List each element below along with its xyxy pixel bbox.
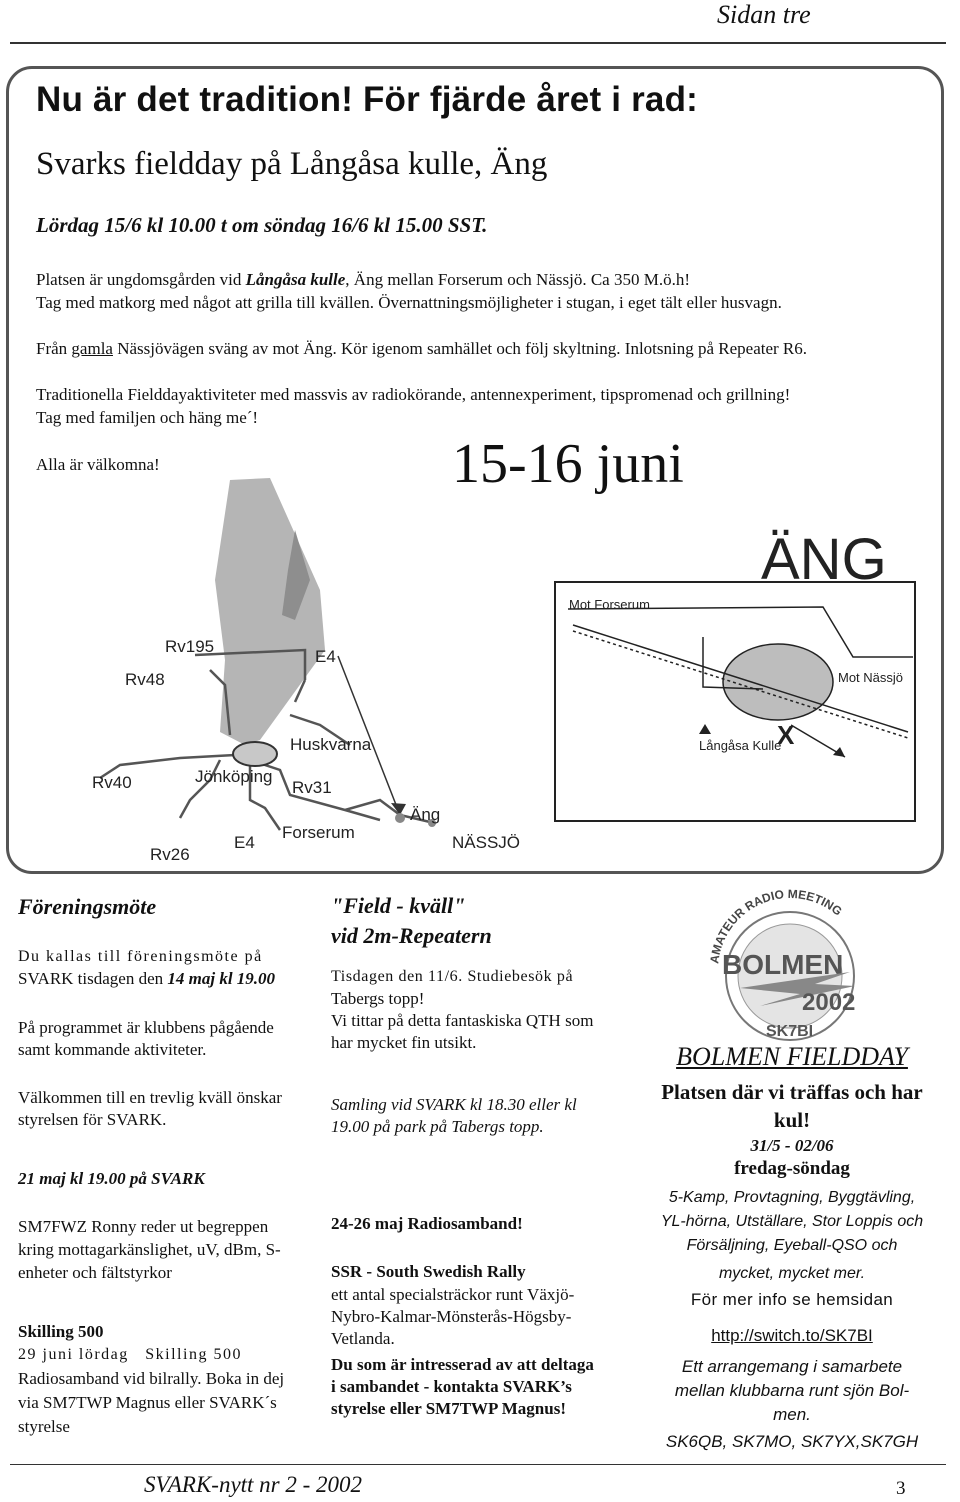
- label-nassjo: NÄSSJÖ: [452, 833, 521, 852]
- event-activities-line: Traditionella Fielddayaktiviteter med massvis av radiokörande, antennexperiment, tipspromenad och grillning!: [36, 385, 791, 404]
- label-rv48: Rv48: [125, 670, 165, 689]
- event-dates: Lördag 15/6 kl 10.00 t om söndag 16/6 kl 15.00 SST.: [36, 213, 488, 237]
- event-location-line: Platsen är ungdomsgården vid Långåsa kulle, Äng mellan Forserum och Nässjö. Ca 350 M.ö.h!: [36, 270, 690, 289]
- event-directions-line: Från gamla Nässjövägen sväng av mot Äng. Kör igenom samhället och följ skyltning. Inlotsning på Repeater R6.: [36, 339, 808, 358]
- col2-contact-text: Du som är intresserad av att deltaga i sambandet - kontakta SVARK’s styrelse eller SM7TWP Magnus!: [331, 1355, 594, 1418]
- logo-arc-text: AMATEUR RADIO MEETING: [707, 888, 845, 965]
- col2-radio-title: 24-26 maj Radiosamband!: [331, 1214, 523, 1233]
- label-huskvarna: Huskvarna: [290, 735, 372, 754]
- jonkoping-area: [233, 742, 277, 766]
- place-name: Långåsa kulle: [245, 270, 346, 289]
- col3-info-text: För mer info se hemsidan: [690, 1290, 894, 1309]
- logo-call: SK7BI: [766, 1023, 814, 1040]
- local-map: [553, 507, 917, 825]
- footer-rule: [10, 1464, 946, 1465]
- bolmen-logo: [700, 888, 880, 1050]
- col1-event2-title: 21 maj kl 19.00 på SVARK: [18, 1169, 205, 1188]
- label-e4-bottom: E4: [234, 833, 255, 852]
- label-x-mark: X: [777, 720, 795, 750]
- label-forserum: Forserum: [282, 823, 355, 842]
- col3-activities: 5-Kamp, Provtagning, Byggtävling, YL-hörna, Utställare, Stor Loppis och Försäljning, Eyeball-QSO och mycket, mycket mer.: [660, 1189, 924, 1282]
- event-big-date: 15-16 juni: [452, 433, 684, 495]
- ang-village-area: [723, 644, 833, 720]
- col3-subtitle: Platsen där vi träffas och har kul!: [661, 1080, 923, 1132]
- col2-rally-text: ett antal specialsträckor runt Växjö- Nybro-Kalmar-Mönsterås-Högsby- Vetlanda.: [331, 1285, 575, 1348]
- lake-vattern: [215, 478, 325, 745]
- regional-map: [20, 470, 550, 870]
- label-mot-forserum: Mot Forserum: [569, 597, 650, 612]
- col3-arrangement-text: Ett arrangemang i samarbete mellan klubbarna runt sjön Bol- men.: [674, 1357, 910, 1424]
- col1-skilling-title: Skilling 500: [18, 1322, 104, 1341]
- col1-program-text: På programmet är klubbens pågående samt kommande aktiviteter.: [18, 1018, 274, 1059]
- col1-meeting-text: Du kallas till föreningsmöte på SVARK tisdagen den 14 maj kl 19.00: [18, 948, 276, 988]
- label-rv40: Rv40: [92, 773, 132, 792]
- col3-days: fredag-söndag: [734, 1158, 850, 1179]
- logo-name: BOLMEN: [722, 949, 844, 980]
- label-ang: Äng: [410, 805, 441, 824]
- label-jonkoping: Jönköping: [195, 767, 273, 786]
- col1-title: Föreningsmöte: [18, 894, 157, 919]
- col3-dates: 31/5 - 02/06: [750, 1136, 834, 1155]
- ang-marker: [395, 813, 405, 823]
- col1-event2-text: SM7FWZ Ronny reder ut begreppen kring mottagarkänslighet, uV, dBm, S- enheter och fältstyrkor: [18, 1217, 281, 1282]
- logo-year: 2002: [802, 989, 856, 1016]
- event-family-line: Tag med familjen och häng me´!: [36, 408, 259, 427]
- page-header-label: Sidan tre: [717, 0, 811, 29]
- label-rv195: Rv195: [165, 637, 215, 656]
- header-rule: [10, 42, 946, 44]
- col3-url-link[interactable]: http://switch.to/SK7BI: [711, 1326, 873, 1345]
- col1-welcome-text: Välkommen till en trevlig kväll önskar styrelsen för SVARK.: [18, 1088, 282, 1129]
- event-subhead: Svarks fieldday på Långåsa kulle, Äng: [36, 146, 548, 182]
- label-mot-nassjo: Mot Nässjö: [838, 670, 904, 685]
- event-welcome-line: Alla är välkomna!: [36, 455, 160, 474]
- col3-title: BOLMEN FIELDDAY: [676, 1042, 908, 1071]
- col2-gathering-text: Samling vid SVARK kl 18.30 eller kl 19.00 på park på Tabergs topp.: [331, 1095, 577, 1136]
- col3-callsigns: SK6QB, SK7MO, SK7YX,SK7GH: [665, 1432, 919, 1451]
- label-e4-top: E4: [315, 647, 336, 666]
- label-rv26: Rv26: [150, 845, 190, 864]
- col1-skilling-text: 29 juni lördag Skilling 500 Radiosamband vid bilrally. Boka in dej via SM7TWP Magnus eller SVARK´s styrelse: [18, 1346, 285, 1436]
- col2-rally-title: SSR - South Swedish Rally: [331, 1262, 526, 1281]
- label-rv31: Rv31: [292, 778, 332, 797]
- page-number: 3: [896, 1478, 906, 1499]
- event-bring-line: Tag med matkorg med något att grilla till kvällen. Övernattningsmöjligheter i stugan, i eget tält eller husvagn.: [36, 293, 782, 312]
- col2-field-text: Tisdagen den 11/6. Studiebesök på Tabergs topp! Vi tittar på detta fantaskiska QTH som har mycket fin utsikt.: [331, 968, 594, 1052]
- local-map-title: ÄNG: [761, 527, 887, 592]
- label-langasa-kulle: Långåsa Kulle: [699, 738, 782, 753]
- col2-title: "Field - kväll" vid 2m-Repeatern: [331, 893, 492, 948]
- event-headline: Nu är det tradition! För fjärde året i rad:: [36, 80, 699, 119]
- footer-title: SVARK-nytt nr 2 - 2002: [144, 1472, 363, 1497]
